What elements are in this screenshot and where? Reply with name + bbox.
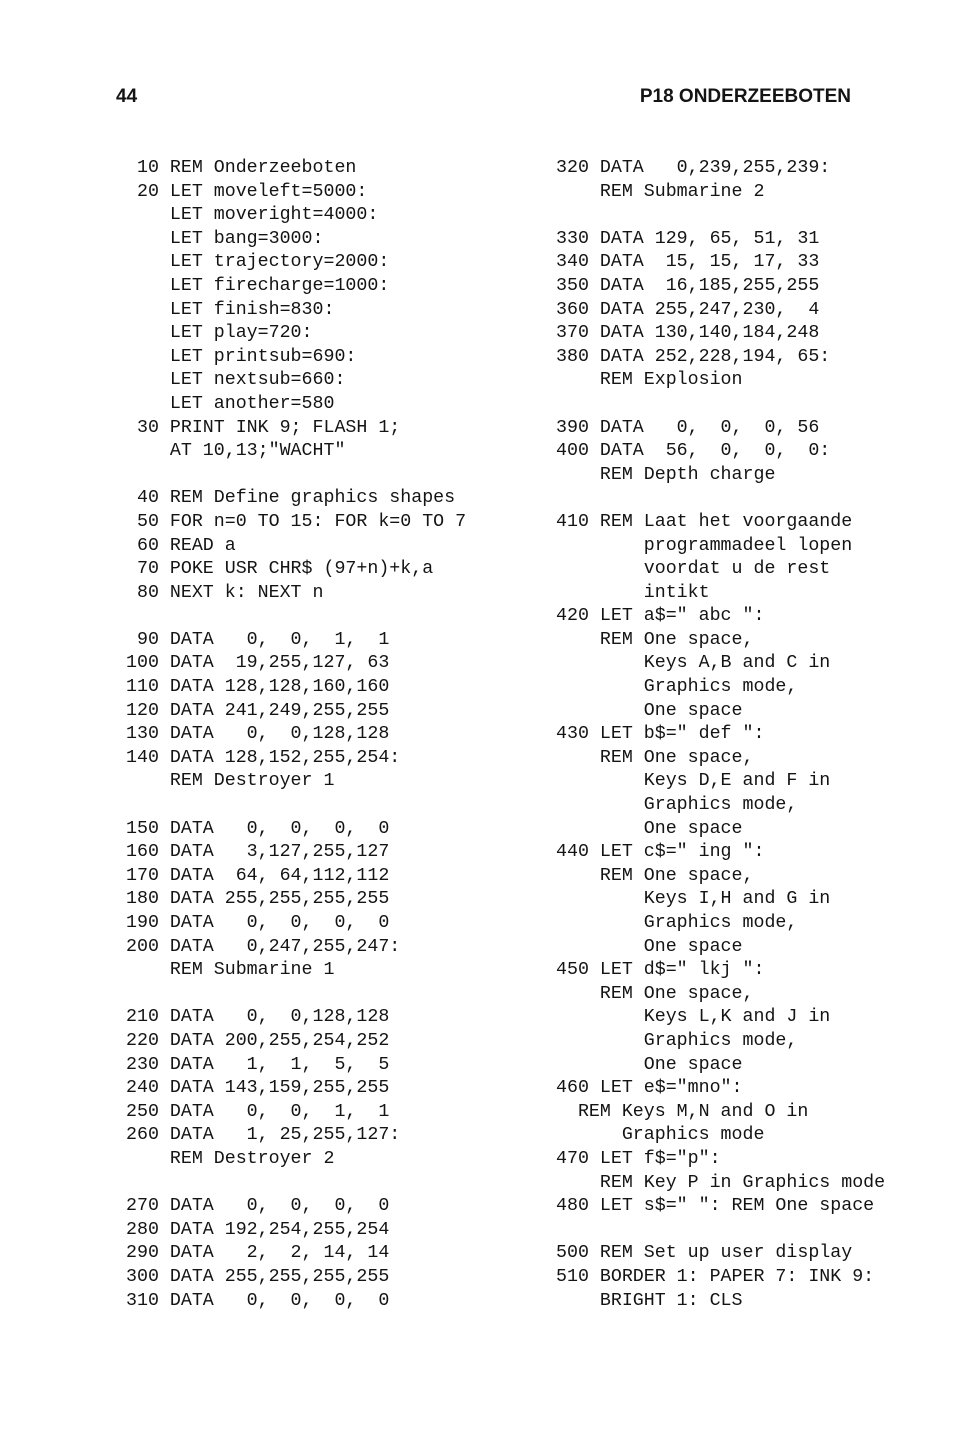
code-line: 130 DATA 0, 0,128,128 [126,724,390,745]
code-line: 450 LET d$=" lkj ": [556,960,765,981]
code-line: 290 DATA 2, 2, 14, 14 [126,1243,390,1264]
code-line: 250 DATA 0, 0, 1, 1 [126,1101,390,1122]
code-line: 380 DATA 252,228,194, 65: [556,346,831,367]
code-line: 20 LET moveleft=5000: [126,181,368,202]
code-line: 50 FOR n=0 TO 15: FOR k=0 TO 7 [126,511,467,532]
code-line: One space [556,1054,743,1075]
code-line: 60 READ a [126,535,236,556]
code-line: Keys I,H and G in [556,889,831,910]
code-line: 150 DATA 0, 0, 0, 0 [126,818,390,839]
code-line: BRIGHT 1: CLS [556,1290,743,1311]
code-line: 100 DATA 19,255,127, 63 [126,653,390,674]
code-line: 360 DATA 255,247,230, 4 [556,299,820,320]
code-line: 300 DATA 255,255,255,255 [126,1266,390,1287]
code-line: One space [556,700,743,721]
code-line: Graphics mode [556,1125,765,1146]
code-line: LET trajectory=2000: [126,252,390,273]
code-line: REM Destroyer 1 [126,771,335,792]
code-line: 230 DATA 1, 1, 5, 5 [126,1054,390,1075]
code-line: Keys A,B and C in [556,653,831,674]
code-line: 340 DATA 15, 15, 17, 33 [556,252,820,273]
code-line: 480 LET s$=" ": REM One space [556,1196,875,1217]
code-line: Keys D,E and F in [556,771,831,792]
code-line: 470 LET f$="p": [556,1148,721,1169]
code-line: LET nextsub=660: [126,370,346,391]
code-line: Keys L,K and J in [556,1007,831,1028]
blank-line [556,393,885,417]
code-line: REM One space, [556,747,754,768]
code-line: 180 DATA 255,255,255,255 [126,889,390,910]
code-line: 420 LET a$=" abc ": [556,606,765,627]
code-line: REM Destroyer 2 [126,1148,335,1169]
code-line: REM One space, [556,983,754,1004]
code-line: 390 DATA 0, 0, 0, 56 [556,417,820,438]
blank-line [126,983,466,1007]
code-line: LET play=720: [126,323,313,344]
code-line: 70 POKE USR CHR$ (97+n)+k,a [126,559,434,580]
code-line: LET bang=3000: [126,228,324,249]
code-line: 260 DATA 1, 25,255,127: [126,1125,401,1146]
code-line: 460 LET e$="mno": [556,1078,743,1099]
code-line: Graphics mode, [556,1030,798,1051]
code-line: 400 DATA 56, 0, 0, 0: [556,441,831,462]
code-line: 140 DATA 128,152,255,254: [126,747,401,768]
code-line: One space [556,818,743,839]
code-line: 10 REM Onderzeeboten [126,158,357,178]
blank-line [126,794,466,818]
code-line: 30 PRINT INK 9; FLASH 1; [126,417,401,438]
blank-line [126,605,466,629]
code-line: Graphics mode, [556,913,798,933]
code-line: LET printsub=690: [126,346,357,367]
code-line: 310 DATA 0, 0, 0, 0 [126,1290,390,1311]
code-line: 280 DATA 192,254,255,254 [126,1219,390,1240]
code-line: 80 NEXT k: NEXT n [126,582,324,603]
blank-line [556,487,885,511]
code-line: 220 DATA 200,255,254,252 [126,1030,390,1051]
code-line: 170 DATA 64, 64,112,112 [126,865,390,886]
code-line: REM Submarine 2 [556,181,765,202]
blank-line [556,1219,885,1243]
code-line: 510 BORDER 1: PAPER 7: INK 9: [556,1266,875,1287]
code-line: 350 DATA 16,185,255,255 [556,275,820,296]
code-line: 190 DATA 0, 0, 0, 0 [126,913,390,933]
code-line: REM Key P in Graphics mode [556,1172,886,1193]
code-line: 240 DATA 143,159,255,255 [126,1078,390,1099]
code-line: 90 DATA 0, 0, 1, 1 [126,629,390,650]
code-line: 270 DATA 0, 0, 0, 0 [126,1196,390,1217]
code-line: 370 DATA 130,140,184,248 [556,323,820,344]
code-line: REM Submarine 1 [126,960,335,981]
code-line: intikt [556,582,710,603]
code-line: LET another=580 [126,393,335,414]
code-line: voordat u de rest [556,559,831,580]
code-line: LET finish=830: [126,299,335,320]
code-line: Graphics mode, [556,677,798,698]
code-line: One space [556,936,743,957]
code-line: 110 DATA 128,128,160,160 [126,677,390,698]
code-line: AT 10,13;"WACHT" [126,441,346,462]
listing-column-left [126,157,466,1313]
code-line: 430 LET b$=" def ": [556,724,765,745]
code-line: Graphics mode, [556,795,798,816]
blank-line [556,204,885,228]
code-line: LET firecharge=1000: [126,275,390,296]
code-line: REM One space, [556,865,754,886]
code-line: 410 REM Laat het voorgaande [556,511,853,532]
code-line: 210 DATA 0, 0,128,128 [126,1007,390,1028]
code-line: 440 LET c$=" ing ": [556,842,765,863]
code-line: 320 DATA 0,239,255,239: [556,158,831,178]
code-line: 200 DATA 0,247,255,247: [126,936,401,957]
blank-line [126,464,466,488]
code-line: 120 DATA 241,249,255,255 [126,700,390,721]
code-line: programmadeel lopen [556,535,853,556]
code-line: REM Depth charge [556,464,776,485]
blank-line [126,1172,466,1196]
code-line: LET moveright=4000: [126,205,379,226]
page-number: 44 [116,86,138,107]
code-line: REM Keys M,N and O in [556,1101,809,1122]
code-line: REM One space, [556,629,754,650]
listing-column-right [556,157,885,1313]
code-line: 500 REM Set up user display [556,1243,853,1264]
code-line: 160 DATA 3,127,255,127 [126,842,390,863]
chapter-title: P18 ONDERZEEBOTEN [639,86,851,107]
code-line: REM Explosion [556,370,743,391]
code-line: 330 DATA 129, 65, 51, 31 [556,228,820,249]
code-line: 40 REM Define graphics shapes [126,488,456,509]
